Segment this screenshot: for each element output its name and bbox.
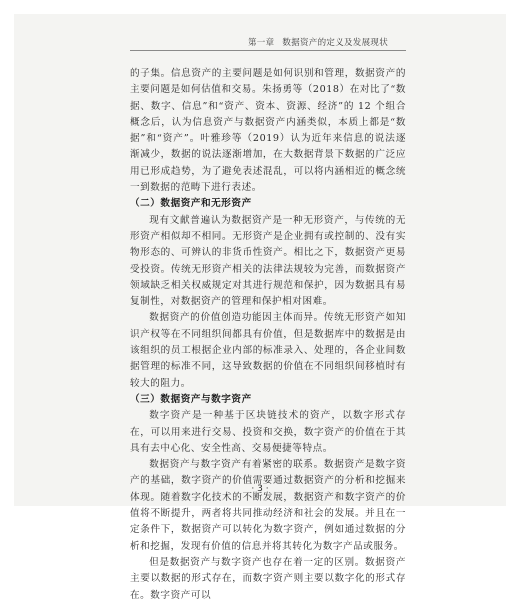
paragraph: 数据资产与数字资产有着紧密的联系。数据资产是数字资产的基础，数字资产的价值需要通过数据资产的分析和挖掘来体现。随着数字化技术的不断发展，数据资产和数字资产的价值将不断提升，两者将共同推动经济和社会的发展。并且在一定条件下，数据资产可以转化为数字资产，例如通过数据的分析和挖掘，发现有价值的信息并将其转化为数字产品或服务。 — [130, 459, 406, 552]
header-rule — [130, 50, 406, 51]
page-number: · 3 · — [251, 484, 269, 494]
book-page — [14, 14, 506, 601]
paragraph: 现有文献普遍认为数据资产是一种无形资产，与传统的无形资产相似却不相同。无形资产是企业拥有或控制的、没有实物形态的、可辨认的非货币性资产。相比之下，数据资产更易受投资。传统无形资产相关的法律法规较为完善，而数据资产领域缺乏相关权威规定对其进行规范和保护，因为数据具有易复制性，对数据资产的管理和保护相对困难。 — [130, 214, 406, 308]
chapter-label: 第一章 — [247, 38, 275, 48]
body-text — [130, 66, 406, 604]
chapter-title: 数据资产的定义及发展现状 — [282, 38, 388, 48]
section-heading-digital: （三）数据资产与数字资产 — [130, 393, 252, 405]
section-heading-intangible: （二）数据资产和无形资产 — [130, 198, 252, 210]
paragraph: 数字资产是一种基于区块链技术的资产，以数字形式存在，可以用来进行交易、投资和交换，数字资产的价值在于其具有去中心化、安全性高、交易便捷等特点。 — [130, 410, 406, 454]
paragraph-continuation: 的子集。信息资产的主要问题是如何识别和管理，数据资产的主要问题是如何估值和交易。朱扬勇等（2018）在对比了“数据、数字、信息”和“资产、资本、资源、经济”的 12 个组合概念后，认为信息资产与数据资产内涵类似，本质上都是“数据”和“资产”。叶雅珍等（2019）认为近年来信息的说法逐渐减少，数据的说法逐渐增加，在大数据背景下数据的广泛应用已形成趋势，为了避免表述混乱，可以将内涵相近的概念统一到数据的范畴下进行表述。 — [130, 68, 406, 194]
running-header — [248, 36, 388, 48]
paragraph: 数据资产的价值创造功能因主体而异。传统无形资产如知识产权等在不同组织间都具有价值，但是数据库中的数据是由该组织的员工根据企业内部的标准录入、处理的，各企业间数据管理的标准不同，这导致数据的价值在不同组织间移植时有较大的阻力。 — [130, 312, 406, 389]
paragraph: 但是数据资产与数字资产也存在着一定的区别。数据资产主要以数据的形式存在，而数字资产则主要以数字化的形式存在。数字资产可以 — [130, 556, 406, 601]
